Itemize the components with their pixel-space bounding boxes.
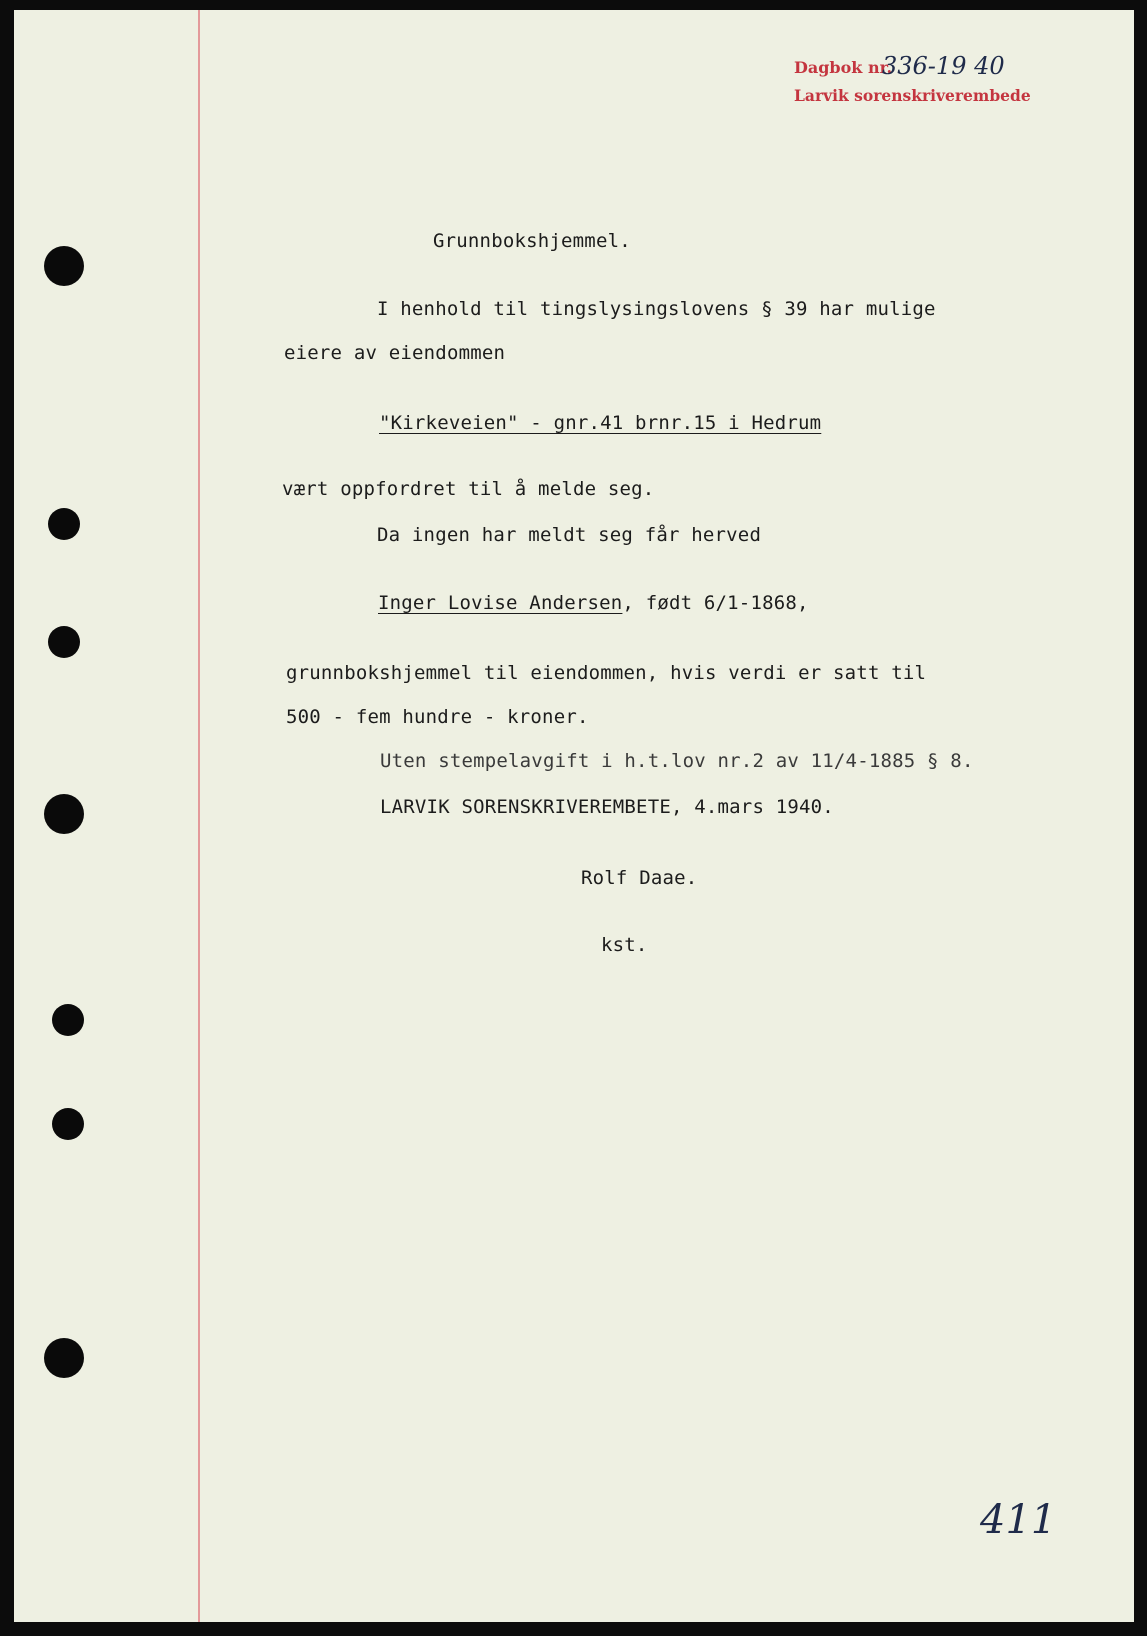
punch-hole (52, 1004, 84, 1036)
grant-line-2: 500 - fem hundre - kroner. (286, 706, 589, 728)
dagbok-stamp-label: Dagbok nr. (794, 58, 893, 77)
grantee-name: Inger Lovise Andersen (378, 592, 623, 614)
signer-title: kst. (601, 934, 648, 956)
intro-line-2: eiere av eiendommen (284, 342, 506, 364)
property-name: "Kirkeveien" - gnr.41 brnr.15 i Hedrum (379, 412, 822, 434)
called-line: vært oppfordret til å melde seg. (282, 478, 655, 500)
since-line: Da ingen har meldt seg får herved (377, 524, 762, 546)
punch-hole (48, 626, 80, 658)
grant-line-1: grunnbokshjemmel til eiendommen, hvis verdi er satt til (286, 662, 927, 684)
punch-hole (52, 1108, 84, 1140)
dagbok-number: 336-19 40 (882, 52, 1005, 80)
punch-hole (48, 508, 80, 540)
punch-hole (44, 794, 84, 834)
document-title: Grunnbokshjemmel. (433, 230, 631, 252)
intro-line-1: I henhold til tingslysingslovens § 39 har mulige (377, 298, 936, 320)
place-date-line: LARVIK SORENSKRIVEREMBETE, 4.mars 1940. (380, 796, 834, 818)
stamp-duty-line: Uten stempelavgift i h.t.lov nr.2 av 11/4-1885 § 8. (380, 750, 974, 772)
punch-hole (44, 246, 84, 286)
grantee-line (378, 592, 809, 614)
office-stamp: Larvik sorenskriverembede (794, 86, 1031, 105)
margin-rule (198, 10, 200, 1622)
grantee-born: , født 6/1-1868, (622, 592, 809, 614)
signer-name: Rolf Daae. (581, 867, 698, 889)
document-page (14, 10, 1134, 1622)
punch-hole (44, 1338, 84, 1378)
page-number: 411 (980, 1497, 1057, 1543)
